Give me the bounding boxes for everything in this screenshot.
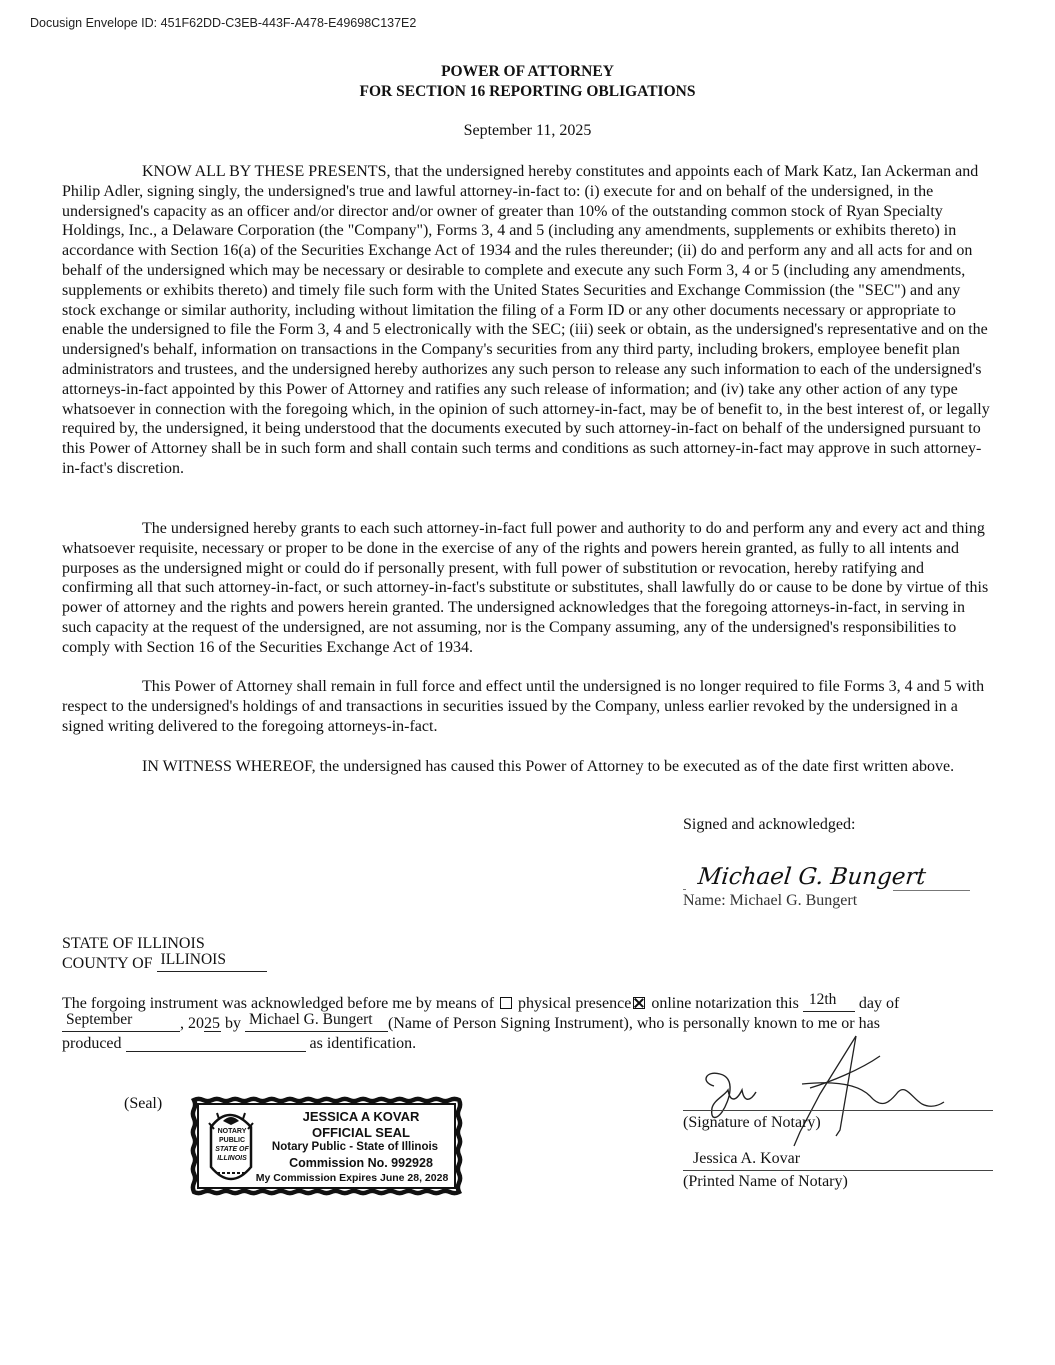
notary-acknowledgment-line-3 [62,1035,416,1053]
seal-official: OFFICIAL SEAL [312,1124,410,1140]
person-value: Michael G. Bungert [249,1011,373,1028]
signatory-name: Name: Michael G. Bungert [683,892,858,909]
year-prefix: , 20 [180,1015,204,1032]
seal-commission-number: Commission No. 992928 [289,1155,433,1170]
document-date: September 11, 2025 [463,122,592,139]
day-field [803,991,855,1012]
county-value: ILLINOIS [160,951,226,968]
signatory-signature-text: Michael G. Bungert [696,864,928,890]
county-field [157,951,267,972]
document-title-line-1: POWER OF ATTORNEY [441,63,614,80]
paragraph-witness: IN WITNESS WHEREOF, the undersigned has caused this Power of Attorney to be executed as of the date first written above. [142,758,955,775]
county-label: COUNTY OF [62,955,153,972]
signed-acknowledged-heading: Signed and acknowledged: [683,816,856,833]
notary-printed-name: Jessica A. Kovar [693,1150,801,1167]
online-notarization-checkbox[interactable] [633,997,645,1009]
by-label: by [225,1015,241,1032]
seal-notary-public: Notary Public - State of Illinois [271,1141,439,1153]
physical-presence-checkbox[interactable] [500,997,512,1009]
seal-commission-expires: My Commission Expires June 28, 2028 [255,1172,449,1184]
notary-signature-line [683,1110,993,1111]
badge-line-2: PUBLIC [218,1137,246,1144]
produced-label: produced [62,1035,122,1052]
year-value: 25 [204,1015,220,1032]
badge-line-1: NOTARY [217,1128,247,1135]
month-field [62,1011,180,1032]
signatory-signature [696,858,928,894]
seal-label: (Seal) [124,1095,163,1112]
notary-county [62,951,267,973]
badge-line-4: ILLINOIS [217,1155,247,1162]
paragraph-appointment: KNOW ALL BY THESE PRESENTS, that the undersigned hereby constitutes and appoints each of Mark Katz, Ian Ackerman and Philip Adler, signing singly, the undersigned's true and lawful attorney-in-fact to: (i) execute for and on behalf of the undersigned, in the undersigned's capacity as an officer and/or director and/or owner of greater than 10% of the outstanding common stock of Ryan Specialty Holdings, Inc., a Delaware Corporation (the "Company"), Forms 3, 4 and 5 (including any amendments, supplements or exhibits thereto) in accordance with Section 16(a) of the Securities Exchange Act of 1934 and the rules thereunder; (ii) do and perform any and all acts for and on behalf of the undersigned which may be necessary or desirable to complete and execute any such Form 3, 4 or 5 (including any amendments, supplements or exhibits thereto) and timely file such form with the United States Securities and Exchange Commission (the "SEC") and any stock exchange or similar authority, including without limitation the filing of a Form ID or any other documents necessary or appropriate to enable the undersigned to file the Form 3, 4 and 5 electronically with the SEC; (iii) seek or obtain, as the undersigned's representative and on the undersigned's behalf, information on transactions in the Company's securities from any third party, including brokers, employee benefit plan administrators and trustees, and the undersigned hereby authorizes any such person to release any such information to each of the undersigned's attorneys-in-fact appointed by this Power of Attorney and ratifies any such release of information; and (iv) take any other action of any type whatsoever in connection with the foregoing which, in the opinion of such attorney-in-fact, may be of benefit to, in the best interest of, or legally required by, the undersigned, it being understood that the documents executed by such attorney-in-fact on behalf of the undersigned pursuant to this Power of Attorney shall be in such form and shall contain such terms and conditions as such attorney-in-fact may approve in such attorney-in-fact's discretion. [62,163,990,477]
signatory-name-clip [683,892,858,912]
acknowledgment-line-2-suffix: (Name of Person Signing Instrument), who is personally known to me or has [388,1015,880,1032]
person-field [245,1011,388,1032]
printed-name-line [683,1170,993,1171]
day-suffix: day of [858,995,900,1012]
day-value: 12th [808,991,837,1008]
printed-name-caption: (Printed Name of Notary) [683,1173,848,1190]
seal-text [255,1109,459,1187]
seal-notary-name: JESSICA A KOVAR [302,1109,420,1124]
notary-signature [690,1030,960,1160]
notary-acknowledgment-line-1 [62,991,900,1013]
identification-label: as identification. [309,1035,417,1052]
year-field [204,1016,221,1032]
notary-seal-stamp [191,1097,462,1195]
physical-presence-label: physical presence [518,995,632,1012]
seal-badge-text [208,1127,256,1163]
online-notarization-label: online notarization this [651,995,799,1012]
badge-line-3: STATE OF [215,1146,249,1153]
month-value: September [66,1011,133,1028]
acknowledgment-prefix: The forgoing instrument was acknowledged before me by means of [62,995,495,1012]
paragraph-grant-of-powers: The undersigned hereby grants to each such attorney-in-fact full power and authority to do and perform any and every act and thing whatsoever requisite, necessary or proper to be done in the exercise of any of the rights and powers herein granted, as fully to all intents and purposes as the undersigned might or could do if personally present, with full power of substitution or revocation, hereby ratifying and confirming all that such attorney-in-fact, or such attorney-in-fact's substitute or substitutes, shall lawfully do or cause to be done by virtue of this power of attorney and the rights and powers herein granted. The undersigned acknowledges that the foregoing attorneys-in-fact, in serving in such capacity at the request of the undersigned, are not assuming, nor is the Company assuming, any of the undersigned's responsibilities to comply with Section 16 of the Securities Exchange Act of 1934. [62,520,989,656]
identification-field [126,1036,306,1052]
notary-signature-caption: (Signature of Notary) [683,1114,821,1131]
signature-line-tick [683,889,686,890]
paragraph-duration: This Power of Attorney shall remain in full force and effect until the undersigned is no longer required to file Forms 3, 4 and 5 with respect to the undersigned's holdings of and transactions in securities issued by the Company, unless earlier revoked by the undersigned in a signed writing delivered to the foregoing attorneys-in-fact. [62,678,985,735]
document-title-line-2: FOR SECTION 16 REPORTING OBLIGATIONS [359,83,696,100]
notary-state: STATE OF ILLINOIS [62,935,205,952]
docusign-envelope-id: Docusign Envelope ID: 451F62DD-C3EB-443F-A478-E49698C137E2 [30,16,417,30]
signature-line [893,890,970,891]
